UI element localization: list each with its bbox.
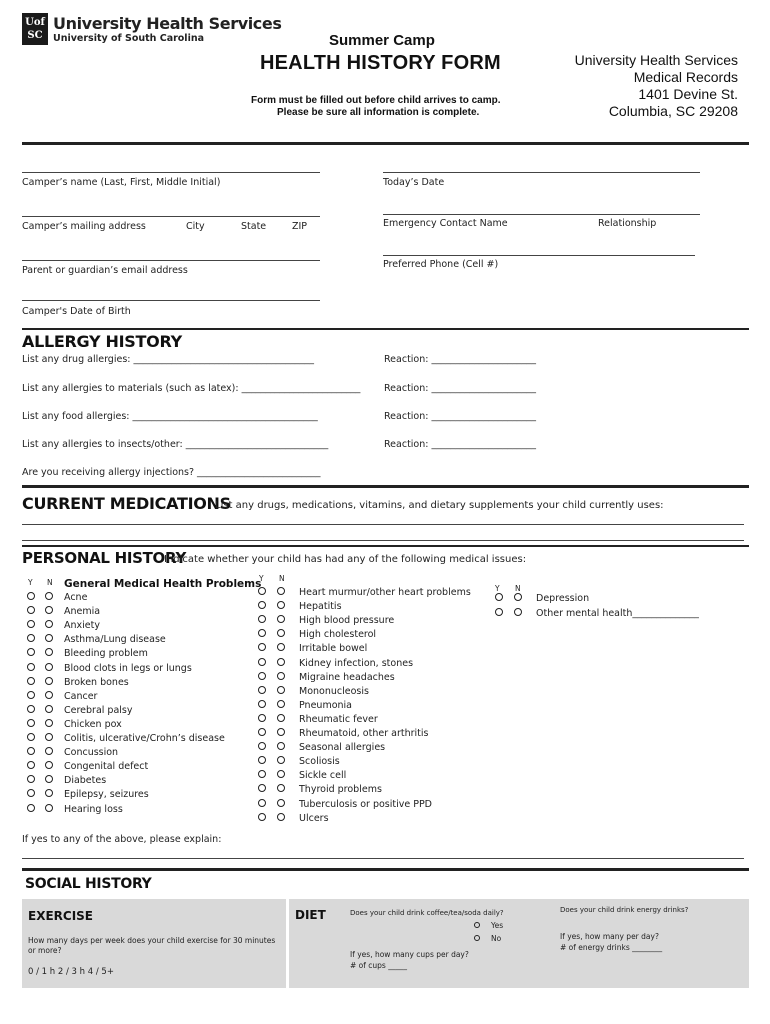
no-radio[interactable] xyxy=(45,747,53,755)
condition-label: Tuberculosis or positive PPD xyxy=(299,798,432,810)
no-radio[interactable] xyxy=(45,705,53,713)
condition-label: Seasonal allergies xyxy=(299,742,386,754)
condition-label: Pneumonia xyxy=(299,699,352,711)
no-radio[interactable] xyxy=(45,804,53,812)
condition-label: Diabetes xyxy=(64,775,107,787)
yes-radio[interactable] xyxy=(27,747,35,755)
mailing-address-line[interactable] xyxy=(22,216,320,217)
org-name: University Health Services xyxy=(53,14,282,33)
yes-radio[interactable] xyxy=(27,620,35,628)
material-reaction-field[interactable]: Reaction: ______________________ xyxy=(384,383,536,394)
no-radio[interactable] xyxy=(45,606,53,614)
medications-line-1[interactable] xyxy=(22,524,744,525)
medications-line-2[interactable] xyxy=(22,540,744,541)
mailing-address-block xyxy=(575,52,738,120)
camper-name-label: Camper’s name (Last, First, Middle Initial) xyxy=(22,177,221,188)
condition-label: Chicken pox xyxy=(64,718,122,730)
instruction-line-1: Form must be filled out before child arrives to camp. xyxy=(251,95,501,106)
exercise-question-1: How many days per week does your child exercise for 30 minutes xyxy=(28,936,276,945)
form-subtitle: Summer Camp xyxy=(329,32,435,49)
medications-rule xyxy=(22,485,749,488)
condition-label: Anemia xyxy=(64,606,101,618)
col3-n-header: N xyxy=(515,584,521,593)
condition-label: Colitis, ulcerative/Crohn’s disease xyxy=(64,733,225,744)
condition-label: Heart murmur/other heart problems xyxy=(299,587,471,598)
no-radio[interactable] xyxy=(277,629,285,637)
condition-label: Anxiety xyxy=(64,620,100,632)
no-radio[interactable] xyxy=(45,648,53,656)
yes-radio[interactable] xyxy=(258,643,266,651)
todays-date-label: Today’s Date xyxy=(383,177,445,188)
yes-radio[interactable] xyxy=(27,691,35,699)
yes-radio[interactable] xyxy=(258,587,266,595)
allergy-heading: ALLERGY HISTORY xyxy=(22,332,182,351)
parent-email-line[interactable] xyxy=(22,260,320,261)
condition-label: Ulcers xyxy=(299,812,329,824)
personal-rule xyxy=(22,545,749,547)
university-logo: Uof SC xyxy=(22,13,48,45)
yes-radio[interactable] xyxy=(27,775,35,783)
condition-label: Scoliosis xyxy=(299,756,340,768)
no-radio[interactable] xyxy=(45,719,53,727)
no-radio[interactable] xyxy=(277,714,285,722)
exercise-title: EXERCISE xyxy=(28,909,93,923)
yes-radio[interactable] xyxy=(258,700,266,708)
explain-label: If yes to any of the above, please explain: xyxy=(22,834,222,845)
no-radio[interactable] xyxy=(45,620,53,628)
no-radio[interactable] xyxy=(45,775,53,783)
yes-radio[interactable] xyxy=(27,663,35,671)
no-radio[interactable] xyxy=(277,643,285,651)
condition-label: Congenital defect xyxy=(64,761,149,773)
condition-label: Bleeding problem xyxy=(64,648,148,660)
personal-heading: PERSONAL HISTORY xyxy=(22,549,187,567)
no-radio[interactable] xyxy=(45,733,53,741)
yes-radio[interactable] xyxy=(258,728,266,736)
condition-label: Migraine headaches xyxy=(299,671,395,683)
insect-reaction-field[interactable]: Reaction: ______________________ xyxy=(384,439,536,450)
coffee-question: Does your child drink coffee/tea/soda daily? xyxy=(350,909,504,917)
allergy-injections-field[interactable]: Are you receiving allergy injections? __________________________ xyxy=(22,467,321,478)
no-radio[interactable] xyxy=(45,789,53,797)
yes-radio[interactable] xyxy=(258,813,266,821)
insect-allergies-field[interactable]: List any allergies to insects/other: ______________________________ xyxy=(22,439,329,450)
material-allergies-field[interactable]: List any allergies to materials (such as latex): _________________________ xyxy=(22,383,361,394)
yes-radio[interactable] xyxy=(27,761,35,769)
yes-radio[interactable] xyxy=(258,686,266,694)
no-radio[interactable] xyxy=(514,593,522,601)
yes-radio[interactable] xyxy=(258,672,266,680)
yes-radio[interactable] xyxy=(27,592,35,600)
address-line: University Health Services xyxy=(574,52,738,68)
energy-question: Does your child drink energy drinks? xyxy=(560,906,689,914)
condition-label: Asthma/Lung disease xyxy=(64,634,166,646)
condition-label: High cholesterol xyxy=(299,629,377,641)
personal-note: Indicate whether your child has had any of the following medical issues: xyxy=(164,554,527,565)
header-rule xyxy=(22,142,749,145)
condition-label: Acne xyxy=(64,592,88,603)
coffee-no-label: No xyxy=(491,934,502,943)
yes-radio[interactable] xyxy=(258,629,266,637)
no-radio[interactable] xyxy=(277,770,285,778)
no-radio[interactable] xyxy=(45,592,53,600)
exercise-options[interactable]: 0 / 1 h 2 / 3 h 4 / 5+ xyxy=(28,967,114,977)
no-radio[interactable] xyxy=(277,686,285,694)
coffee-yes-label: Yes xyxy=(491,921,504,930)
condition-label: Rheumatoid, other arthritis xyxy=(299,728,429,739)
yes-radio[interactable] xyxy=(258,799,266,807)
yes-radio[interactable] xyxy=(27,705,35,713)
condition-label: Thyroid problems xyxy=(299,784,382,796)
cups-question: If yes, how many cups per day? xyxy=(350,950,469,959)
no-radio[interactable] xyxy=(45,761,53,769)
no-radio[interactable] xyxy=(277,615,285,623)
cups-field[interactable]: # of cups _____ xyxy=(350,961,407,970)
condition-label: Other mental health______________ xyxy=(536,607,699,619)
todays-date-line[interactable] xyxy=(383,172,700,173)
energy-count-field[interactable]: # of energy drinks ________ xyxy=(560,943,663,952)
instruction-line-2: Please be sure all information is complete. xyxy=(277,107,480,118)
yes-radio[interactable] xyxy=(27,804,35,812)
yes-radio[interactable] xyxy=(27,733,35,741)
condition-label: Concussion xyxy=(64,747,119,759)
col1-y-header: Y xyxy=(28,578,33,587)
condition-label: High blood pressure xyxy=(299,615,395,627)
org-subtitle: University of South Carolina xyxy=(53,33,204,44)
parent-email-label: Parent or guardian’s email address xyxy=(22,265,188,276)
exercise-question-2: or more? xyxy=(28,946,62,955)
coffee-yes-radio[interactable] xyxy=(474,922,480,928)
drug-reaction-field[interactable]: Reaction: ______________________ xyxy=(384,354,536,365)
col3-y-header: Y xyxy=(495,584,500,593)
preferred-phone-line[interactable] xyxy=(383,255,695,256)
medications-heading: CURRENT MEDICATIONS xyxy=(22,494,231,513)
condition-label: Sickle cell xyxy=(299,770,347,782)
no-radio[interactable] xyxy=(277,658,285,666)
drug-allergies-field[interactable]: List any drug allergies: ______________________________________ xyxy=(22,354,314,365)
condition-label: Mononucleosis xyxy=(299,685,369,697)
condition-label: Epilepsy, seizures xyxy=(64,789,149,801)
yes-radio[interactable] xyxy=(258,784,266,792)
condition-label: Cancer xyxy=(64,690,98,702)
explain-line[interactable] xyxy=(22,858,744,859)
yes-radio[interactable] xyxy=(27,789,35,797)
dob-label: Camper's Date of Birth xyxy=(22,306,131,317)
medications-note: List any drugs, medications, vitamins, and dietary supplements your child currently uses: xyxy=(215,500,664,511)
allergy-rule xyxy=(22,328,749,330)
yes-radio[interactable] xyxy=(258,601,266,609)
yes-radio[interactable] xyxy=(27,719,35,727)
zip-label: ZIP xyxy=(292,221,308,232)
city-label: City xyxy=(186,221,205,232)
food-allergies-field[interactable]: List any food allergies: _______________________________________ xyxy=(22,411,318,422)
yes-radio[interactable] xyxy=(27,648,35,656)
condition-label: Broken bones xyxy=(64,676,129,688)
dob-line[interactable] xyxy=(22,300,320,301)
emergency-contact-line[interactable] xyxy=(383,214,700,215)
no-radio[interactable] xyxy=(277,672,285,680)
condition-label: Rheumatic fever xyxy=(299,713,378,725)
condition-label: Kidney infection, stones xyxy=(299,657,414,669)
yes-radio[interactable] xyxy=(258,658,266,666)
coffee-no-radio[interactable] xyxy=(474,935,480,941)
col1-title: General Medical Health Problems xyxy=(64,578,262,590)
no-radio[interactable] xyxy=(277,700,285,708)
no-radio[interactable] xyxy=(514,608,522,616)
yes-radio[interactable] xyxy=(258,770,266,778)
condition-label: Cerebral palsy xyxy=(64,704,133,716)
condition-label: Irritable bowel xyxy=(299,643,368,655)
no-radio[interactable] xyxy=(45,677,53,685)
no-radio[interactable] xyxy=(45,634,53,642)
condition-label: Hepatitis xyxy=(299,601,342,613)
no-radio[interactable] xyxy=(45,691,53,699)
no-radio[interactable] xyxy=(277,601,285,609)
address-line: 1401 Devine St. xyxy=(638,86,738,102)
yes-radio[interactable] xyxy=(258,714,266,722)
mailing-address-label: Camper’s mailing address xyxy=(22,221,146,232)
address-line: Medical Records xyxy=(633,69,738,85)
preferred-phone-label: Preferred Phone (Cell #) xyxy=(383,259,499,270)
no-radio[interactable] xyxy=(277,587,285,595)
col2-y-header: Y xyxy=(259,574,264,583)
address-line: Columbia, SC 29208 xyxy=(608,103,738,119)
no-radio[interactable] xyxy=(45,663,53,671)
no-radio[interactable] xyxy=(277,799,285,807)
no-radio[interactable] xyxy=(277,742,285,750)
energy-per-day-question: If yes, how many per day? xyxy=(560,932,659,941)
emergency-contact-label: Emergency Contact Name xyxy=(383,218,508,229)
yes-radio[interactable] xyxy=(495,593,503,601)
food-reaction-field[interactable]: Reaction: ______________________ xyxy=(384,411,536,422)
no-radio[interactable] xyxy=(277,728,285,736)
condition-label: Hearing loss xyxy=(64,803,123,815)
condition-label: Blood clots in legs or lungs xyxy=(64,662,192,674)
camper-name-line[interactable] xyxy=(22,172,320,173)
no-radio[interactable] xyxy=(277,784,285,792)
yes-radio[interactable] xyxy=(258,742,266,750)
social-rule xyxy=(22,868,749,871)
yes-radio[interactable] xyxy=(258,756,266,764)
yes-radio[interactable] xyxy=(27,606,35,614)
yes-radio[interactable] xyxy=(27,634,35,642)
yes-radio[interactable] xyxy=(258,615,266,623)
yes-radio[interactable] xyxy=(27,677,35,685)
form-title: HEALTH HISTORY FORM xyxy=(260,52,501,74)
condition-label: Depression xyxy=(536,593,590,604)
state-label: State xyxy=(241,221,267,232)
no-radio[interactable] xyxy=(277,813,285,821)
relationship-label: Relationship xyxy=(598,218,657,229)
yes-radio[interactable] xyxy=(495,608,503,616)
col2-n-header: N xyxy=(279,574,285,583)
social-heading: SOCIAL HISTORY xyxy=(25,876,152,892)
no-radio[interactable] xyxy=(277,756,285,764)
col1-n-header: N xyxy=(47,578,53,587)
diet-title: DIET xyxy=(295,908,326,922)
